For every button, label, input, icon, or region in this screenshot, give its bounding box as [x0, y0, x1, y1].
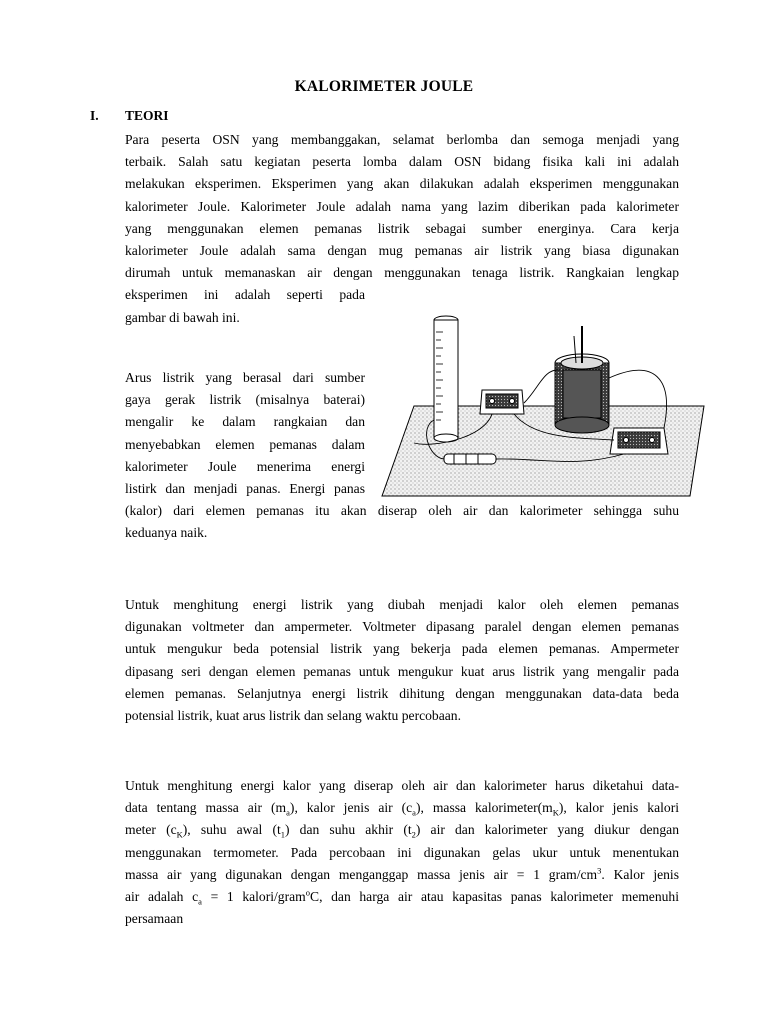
- text-line: dirumah untuk memanaskan air dengan menggunakan tenaga listrik. Rangkaian lengkap: [125, 265, 679, 281]
- subscript: 1: [280, 830, 286, 841]
- text-run: ) dan suhu akhir (t: [285, 822, 412, 838]
- superscript: o: [305, 887, 310, 898]
- text-line: persamaan: [125, 911, 184, 927]
- measuring-cylinder: [434, 316, 458, 442]
- text-line: [125, 797, 679, 819]
- text-line: (kalor) dari elemen pemanas itu akan diserap oleh air dan kalorimeter sehingga suhu: [125, 503, 679, 519]
- text-line: potensial listrik, kuat arus listrik dan selang waktu percobaan.: [125, 708, 461, 724]
- text-run: data tentang massa air (m: [125, 800, 287, 816]
- subscript: K: [552, 807, 559, 818]
- subscript: K: [176, 830, 183, 841]
- text-line: elemen pemanas. Selanjutnya energi listrik dihitung dengan menggunakan data-data beda: [125, 685, 679, 701]
- text-run: ), kalor jenis air (c: [289, 800, 413, 816]
- paragraph-intro: [125, 129, 679, 329]
- text-line: untuk mengukur beda potensial listrik yang bekerja pada elemen pemanas. Ampermeter: [125, 641, 679, 657]
- text-line: yang menggunakan elemen pemanas listrik sebagai sumber energinya. Cara kerja: [125, 220, 679, 236]
- text-line: Untuk menghitung energi kalor yang diserap oleh air dan kalorimeter harus diketahui data-: [125, 778, 679, 793]
- text-line: melakukan eksperimen. Eksperimen yang akan dilakukan adalah eksperimen menggunakan: [125, 176, 679, 192]
- paragraph-electric-energy: [125, 594, 679, 727]
- paragraph-heat-energy: [125, 775, 679, 930]
- text-run: meter (c: [125, 822, 177, 838]
- text-run: . Kalor jenis: [601, 866, 679, 882]
- text-line: kalorimeter Joule adalah sama dengan mug pemanas air listrik yang biasa digunakan: [125, 243, 679, 259]
- ammeter: [610, 428, 668, 454]
- section-heading: TEORI: [125, 108, 169, 123]
- calorimeter-apparatus-figure: [374, 308, 716, 502]
- text-run: ), suhu awal (t: [182, 822, 281, 838]
- text-line: menyebabkan elemen pemanas dalam: [125, 436, 365, 452]
- text-line: gambar di bawah ini.: [125, 309, 240, 325]
- subscript: a: [198, 896, 202, 907]
- text-line: gaya gerak listrik (misalnya baterai): [125, 392, 365, 408]
- subscript: a: [286, 807, 290, 818]
- text-line: Para peserta OSN yang membanggakan, selamat berlomba dan semoga menjadi yang: [125, 132, 679, 147]
- document-title: KALORIMETER JOULE: [294, 78, 474, 95]
- text-line: dipasang seri dengan elemen pemanas untuk mengukur kuat arus listrik yang mengalir pada: [125, 663, 679, 679]
- text-line: Arus listrik yang berasal dari sumber: [125, 370, 365, 385]
- section-number: I.: [90, 108, 99, 123]
- text-run: ) air dan kalorimeter yang diukur dengan: [415, 822, 679, 838]
- text-run: C, dan harga air atau kapasitas panas kalorimeter memenuhi: [310, 889, 680, 905]
- text-line: mengalir ke dalam rangkaian dan: [125, 414, 365, 430]
- text-line: terbaik. Salah satu kegiatan peserta lomba dalam OSN bidang fisika kali ini adalah: [125, 154, 679, 170]
- calorimeter-vessel: [555, 326, 609, 433]
- text-line: digunakan voltmeter dan ampermeter. Voltmeter dipasang paralel dengan elemen pemanas: [125, 619, 679, 635]
- text-run: = 1 kalori/gram: [201, 889, 306, 905]
- text-line: listirk dan menjadi panas. Energi panas: [125, 481, 365, 497]
- voltmeter: [480, 390, 524, 414]
- text-line: keduanya naik.: [125, 525, 208, 541]
- text-line: menggunakan termometer. Pada percobaan ini digunakan gelas ukur untuk menentukan: [125, 844, 679, 860]
- text-run: air adalah c: [125, 889, 199, 905]
- text-line: [125, 819, 679, 841]
- text-line: [125, 886, 679, 908]
- text-line: Untuk menghitung energi listrik yang diubah menjadi kalor oleh elemen pemanas: [125, 597, 679, 612]
- text-line: kalorimeter Joule. Kalorimeter Joule adalah nama yang lazim diberikan pada kalorimeter: [125, 198, 679, 214]
- text-run: massa air yang digunakan dengan menganggap massa jenis air = 1 gram/cm: [125, 866, 598, 882]
- text-line: [125, 864, 679, 886]
- text-line: eksperimen ini adalah seperti pada: [125, 287, 365, 303]
- text-run: ), massa kalorimeter(m: [415, 800, 553, 816]
- superscript: 3: [597, 865, 602, 876]
- subscript: a: [412, 807, 416, 818]
- battery: [444, 454, 496, 464]
- subscript: 2: [411, 830, 416, 841]
- text-run: ), kalor jenis kalori: [558, 800, 680, 816]
- text-line: kalorimeter Joule menerima energi: [125, 458, 365, 474]
